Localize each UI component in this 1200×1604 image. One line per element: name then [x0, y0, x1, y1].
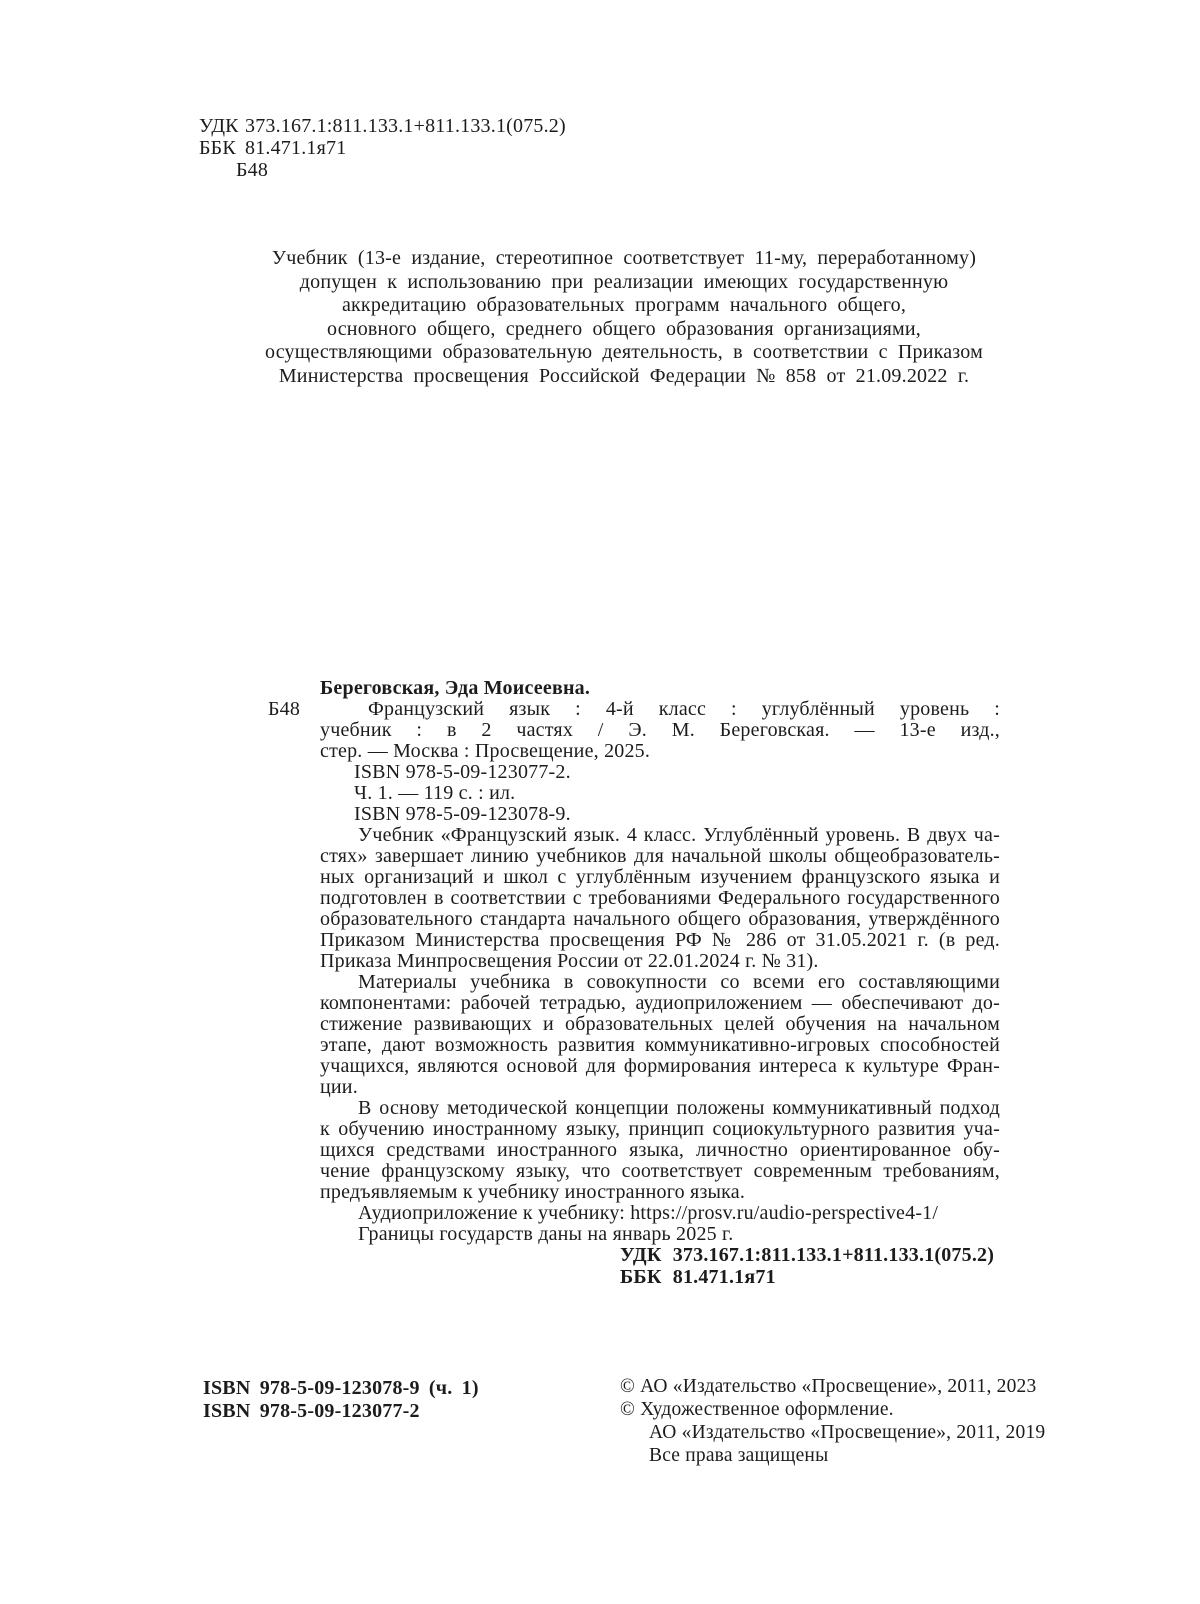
admission-line: допущен к использованию при реализации имеющих государственную [299, 270, 949, 293]
udk-label: УДК [199, 115, 239, 137]
udk-value: 373.167.1:811.133.1+811.133.1(075.2) [245, 115, 566, 137]
footer-isbn-block [203, 1377, 479, 1423]
footer-isbn-line: ISBN 978-5-09-123078-9 (ч. 1) [203, 1377, 479, 1399]
annotation-line: компонентами: рабочей тетрадью, аудиоприложением — обеспечивают до- [320, 992, 1000, 1014]
bib-author: Береговская, Эда Моисеевна. [320, 677, 591, 699]
annotation-line: В основу методической концепции положены коммуникативный подход [358, 1097, 1000, 1119]
bib-part-info: Ч. 1. — 119 с. : ил. [354, 782, 516, 804]
annotation-line: щихся средствами иностранного языка, личностно ориентированное обу- [320, 1139, 1000, 1161]
annotation-line: Материалы учебника в совокупности со всеми его составляющими [358, 971, 1000, 993]
author-sign: Б48 [236, 159, 269, 181]
map-borders-line: Границы государств даны на январь 2025 г. [358, 1223, 734, 1245]
annotation-line: ции. [320, 1076, 358, 1098]
annotation-line: к обучению иностранному языку, принцип социокультурного развития уча- [320, 1118, 1000, 1140]
copyright-line: Все права защищены [649, 1445, 829, 1466]
annotation-paragraph-3 [320, 1098, 1000, 1203]
annotation-line: чение французскому языку, что соответствует современным требованиям, [320, 1160, 1000, 1182]
bbk-label: ББК [199, 137, 236, 159]
annotation-line: образовательного стандарта начального общего образования, утверждённого [320, 908, 1000, 930]
annotation-paragraph-1 [320, 825, 1000, 972]
annotation-line: Приказа Минпросвещения России от 22.01.2024 г. № 31). [320, 950, 819, 972]
annotation-line: стижение развивающих и образовательных целей обучения на начальном [320, 1013, 1000, 1035]
author-sign-line [199, 159, 566, 181]
bottom-classification-codes [620, 1245, 994, 1288]
annotation-line: этапе, дают возможность развития коммуникативно-игровых способностей [320, 1034, 1000, 1056]
bib-entry-line: Французский язык : 4-й класс : углублённый уровень : [368, 698, 1000, 720]
admission-notice [228, 247, 1020, 388]
bib-entry-line: стер. — Москва : Просвещение, 2025. [320, 740, 651, 762]
bbk-bottom-line: ББК 81.471.1я71 [620, 1265, 776, 1288]
audio-app-line: Аудиоприложение к учебнику: https://prosv.ru/audio-perspective4-1/ [358, 1202, 939, 1224]
footer-isbn-line: ISBN 978-5-09-123077-2 [203, 1400, 420, 1422]
bbk-top-line [199, 137, 566, 159]
udk-bottom-line: УДК 373.167.1:811.133.1+811.133.1(075.2) [620, 1244, 995, 1266]
copyright-line: © АО «Издательство «Просвещение», 2011, 2023 [620, 1376, 1037, 1397]
admission-line: Министерства просвещения Российской Федерации № 858 от 21.09.2022 г. [278, 364, 970, 387]
annotation-line: подготовлен в соответствии с требованиями Федерального государственного [320, 887, 1000, 909]
footer-copyright-block [620, 1375, 1045, 1467]
bbk-value: 81.471.1я71 [245, 137, 347, 159]
admission-line: осуществляющими образовательную деятельность, в соответствии с Приказом [265, 341, 983, 363]
annotation-line: Учебник «Французский язык. 4 класс. Углублённый уровень. В двух ча- [358, 824, 1000, 846]
copyright-line: АО «Издательство «Просвещение», 2011, 2019 [649, 1422, 1046, 1443]
annotation-line: ных организаций и школ с углублённым изучением французского языка и [320, 866, 1000, 888]
bib-isbn-part2: ISBN 978-5-09-123078-9. [354, 803, 571, 825]
admission-line: Учебник (13-е издание, стереотипное соответствует 11-му, переработанному) [271, 247, 977, 269]
admission-line: аккредитацию образовательных программ начального общего, [341, 294, 907, 316]
top-classification-codes [199, 115, 566, 181]
bib-entry [268, 698, 1000, 762]
annotation-line: стях» завершает линию учебников для начальной школы общеобразователь- [320, 845, 1000, 867]
bibliographic-block [268, 677, 1000, 1245]
annotation-line: учащихся, являются основой для формирования интереса к культуре Фран- [320, 1055, 1000, 1077]
bib-entry-code: Б48 [268, 698, 301, 720]
annotation-line: предъявляемым к учебнику иностранного языка. [320, 1181, 746, 1203]
bib-entry-line: учебник : в 2 частях / Э. М. Береговская. — 13-е изд., [320, 719, 1000, 741]
bib-isbn-part1: ISBN 978-5-09-123077-2. [354, 761, 571, 783]
admission-line: основного общего, среднего общего образования организациями, [327, 317, 921, 340]
annotation-line: Приказом Министерства просвещения РФ № 286 от 31.05.2021 г. (в ред. [320, 929, 1000, 951]
annotation-paragraph-2 [320, 972, 1000, 1098]
udk-top-line [199, 115, 566, 137]
copyright-line: © Художественное оформление. [620, 1399, 894, 1420]
